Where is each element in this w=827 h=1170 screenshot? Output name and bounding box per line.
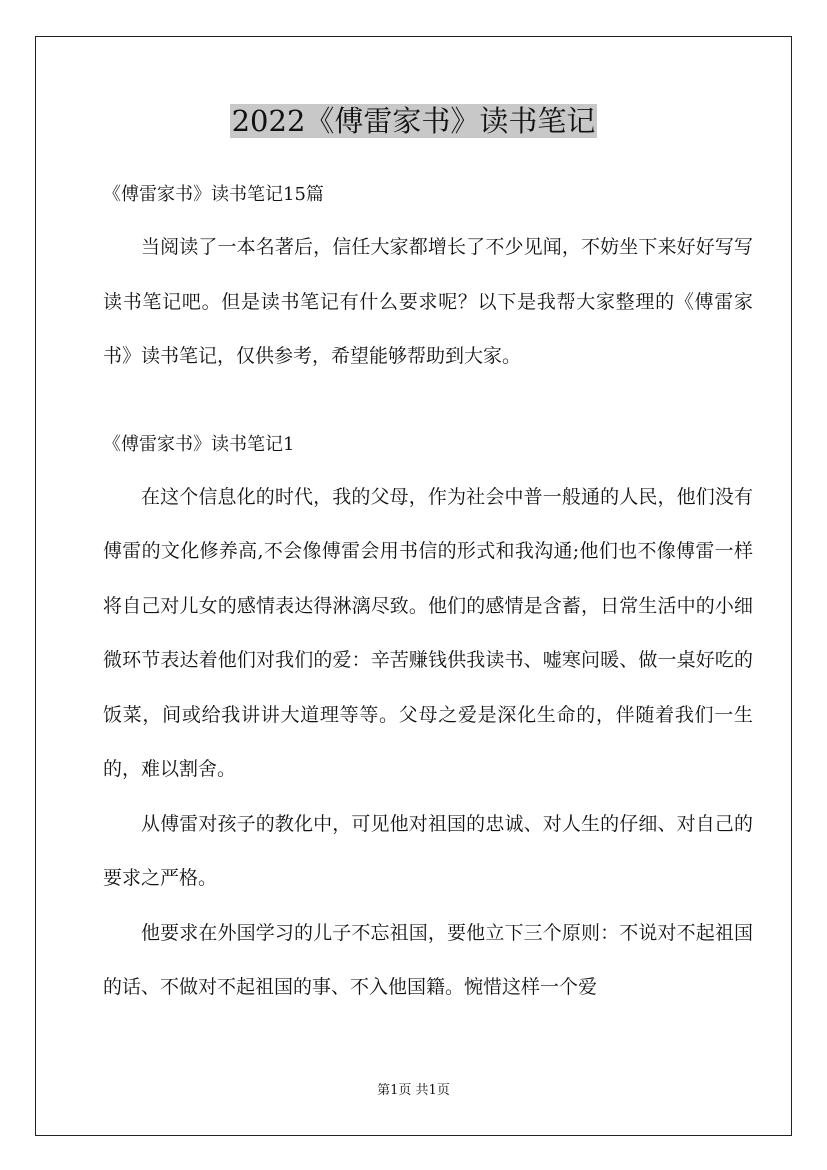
page-number-footer: 第1页 共1页 — [377, 1083, 450, 1098]
document-title-text: 2022《傅雷家书》读书笔记 — [231, 104, 596, 138]
section-heading: 《傅雷家书》读书笔记1 — [103, 433, 295, 455]
document-title — [0, 100, 827, 142]
document-body — [103, 176, 753, 1015]
body-paragraph: 在这个信息化的时代，我的父母，作为社会中普一般通的人民，他们没有傅雷的文化修养高,不会像傅雷会用书信的形式和我沟通;他们也不像傅雷一样将自己对儿女的感情表达得淋漓尽致。他们的感情是含蓄，日常生活中的小细微环节表达着他们对我们的爱：辛苦赚钱供我读书、嘘寒问暖、做一桌好吃的饭菜，间或给我讲讲大道理等等。父母之爱是深化生命的，伴随着我们一生的，难以割舍。 — [103, 485, 753, 780]
body-paragraph: 从傅雷对孩子的教化中，可见他对祖国的忠诚、对人生的仔细、对自己的要求之严格。 — [103, 812, 753, 889]
intro-heading: 《傅雷家书》读书笔记15篇 — [103, 184, 324, 205]
intro-paragraph: 当阅读了一本名著后，信任大家都增长了不少见闻，不妨坐下来好好写写读书笔记吧。但是读书笔记有什么要求呢？以下是我帮大家整理的《傅雷家书》读书笔记，仅供参考，希望能够帮助到大家。 — [103, 236, 753, 367]
body-paragraph: 他要求在外国学习的儿子不忘祖国，要他立下三个原则：不说对不起祖国的话、不做对不起祖国的事、不入他国籍。惋惜这样一个爱 — [103, 921, 753, 998]
